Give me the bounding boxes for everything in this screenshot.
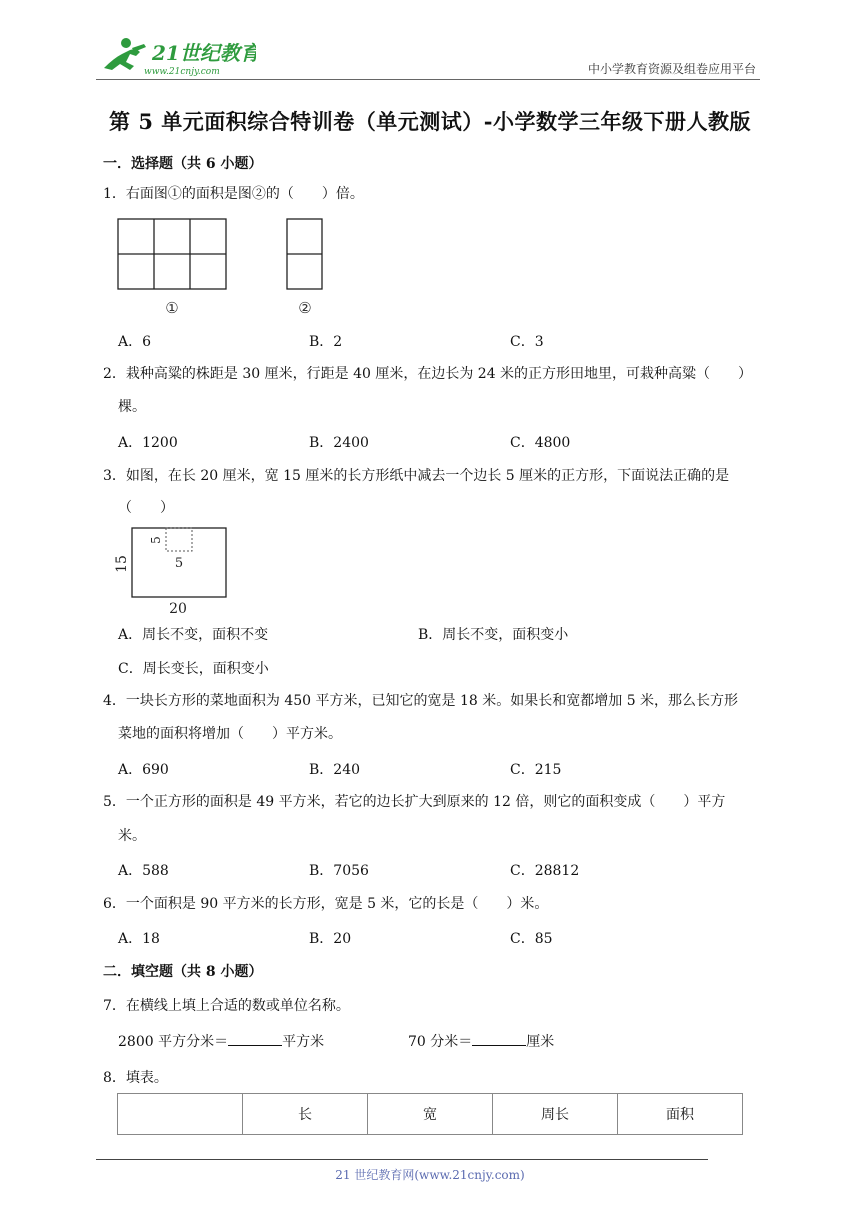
header-divider [96,79,760,80]
rect-length-label: 20 [169,601,187,617]
q2-option-c[interactable]: C．4800 [510,435,571,451]
q7a-prefix: 2800 平方分米＝ [118,1034,229,1050]
q1-option-c[interactable]: C．3 [510,334,544,350]
site-logo [96,34,256,78]
question-5-line1: 5．一个正方形的面积是 49 平方米，若它的边长扩大到原来的 12 倍，则它的面积变成（ ）平方 [103,794,726,810]
question-7-part-a [118,1031,324,1052]
q1-option-b[interactable]: B．2 [309,334,343,350]
question-1-text: 1．右面图①的面积是图②的（ ）倍。 [103,186,364,202]
q1-option-a[interactable]: A．6 [118,334,152,350]
question-4-line1: 4．一块长方形的菜地面积为 450 平方米，已知它的宽是 18 米。如果长和宽都增加 5 米，那么长方形 [103,693,739,709]
q4-option-c[interactable]: C．215 [510,762,562,778]
table-header-cell: 周长 [493,1094,618,1135]
q3-option-b[interactable]: B．周长不变，面积变小 [418,627,569,643]
q3-option-c[interactable]: C．周长变长，面积变小 [118,661,269,677]
q8-table [117,1093,743,1135]
q5-option-a[interactable]: A．588 [118,863,169,879]
question-3-figure [112,524,242,622]
q7a-suffix: 平方米 [282,1034,325,1050]
q5-option-b[interactable]: B．7056 [309,863,369,879]
question-2-line2: 棵。 [118,399,146,415]
logo-text: 21世纪教育 [152,41,256,65]
q7b-prefix: 70 分米＝ [408,1034,473,1050]
table-header-cell: 宽 [368,1094,493,1135]
section-title-fill: 二．填空题（共 8 小题） [103,964,263,980]
question-5-line2: 米。 [118,828,146,844]
question-7-part-b [408,1031,554,1052]
logo-url: www.21cnjy.com [144,67,220,77]
q2-option-b[interactable]: B．2400 [309,435,369,451]
q7a-answer-blank[interactable] [228,1031,282,1046]
table-header-row [118,1094,743,1135]
q7b-answer-blank[interactable] [472,1031,526,1046]
q7b-suffix: 厘米 [526,1034,555,1050]
q6-option-a[interactable]: A．18 [118,931,160,947]
page-title: 第 5 单元面积综合特训卷（单元测试）-小学数学三年级下册人教版 [109,109,751,134]
square-bottom-label: 5 [174,556,184,571]
q4-option-b[interactable]: B．240 [309,762,361,778]
question-7-text: 7．在横线上填上合适的数或单位名称。 [103,998,350,1014]
square-side-label: 5 [149,536,163,544]
question-8-text: 8．填表。 [103,1070,168,1086]
question-2-line1: 2．栽种高粱的株距是 30 厘米，行距是 40 厘米，在边长为 24 米的正方形田地里，可栽种高粱（ ） [103,366,753,382]
q2-option-a[interactable]: A．1200 [118,435,178,451]
q6-option-c[interactable]: C．85 [510,931,553,947]
platform-name: 中小学教育资源及组卷应用平台 [587,62,756,76]
q4-option-a[interactable]: A．690 [118,762,169,778]
figure-1-label: ① [165,299,179,317]
footer-divider [96,1159,708,1160]
question-3-line1: 3．如图，在长 20 厘米，宽 15 厘米的长方形纸中减去一个边长 5 厘米的正方形，下面说法正确的是 [103,468,730,484]
q6-option-b[interactable]: B．20 [309,931,352,947]
question-3-line2: （ ） [118,500,174,516]
figure-2-label: ② [298,299,312,317]
table-header-cell [118,1094,243,1135]
table-header-cell: 面积 [618,1094,743,1135]
section-title-choice: 一．选择题（共 6 小题） [103,156,263,172]
question-6-text: 6．一个面积是 90 平方米的长方形，宽是 5 米，它的长是（ ）米。 [103,896,549,912]
question-1-figure [117,218,337,322]
rect-width-label: 15 [114,555,130,573]
table-header-cell: 长 [243,1094,368,1135]
question-4-line2: 菜地的面积将增加（ ）平方米。 [118,726,342,742]
q5-option-c[interactable]: C．28812 [510,863,580,879]
q3-option-a[interactable]: A．周长不变，面积不变 [118,627,269,643]
footer-text: 21 世纪教育网(www.21cnjy.com) [335,1168,525,1182]
